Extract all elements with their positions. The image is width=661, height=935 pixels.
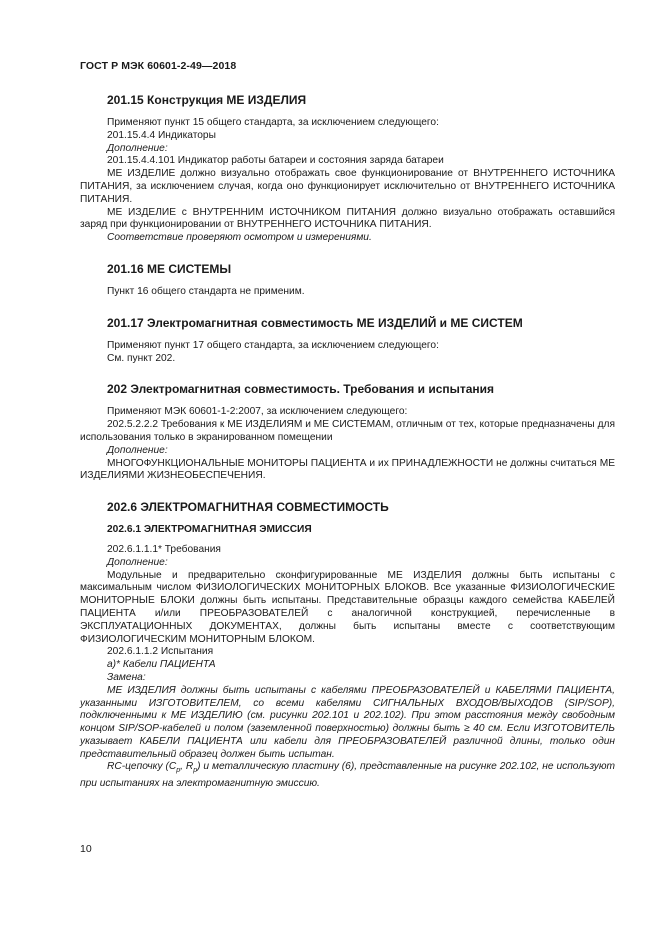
paragraph: 202.6.1.1.2 Испытания (107, 646, 214, 658)
text-run: , R (180, 761, 194, 773)
section-202-6 (80, 500, 615, 791)
paragraph: Замена: (107, 671, 146, 683)
paragraph: Дополнение: (107, 142, 168, 154)
section-title: 202.6 ЭЛЕКТРОМАГНИТНАЯ СОВМЕСТИМОСТЬ (107, 500, 389, 515)
paragraph: Модульные и предварительно сконфигурированные МЕ ИЗДЕЛИЯ должны быть испытаны с максимальным числом ФИЗИОЛОГИЧЕСКИХ МОНИТОРНЫХ БЛОКОВ. Все указанные ФИЗИОЛОГИЧЕСКИЕ МОНИТОРНЫЕ БЛОКИ должны быть испытаны. Представительные образцы каждого семейства КАБЕЛЕЙ ПАЦИЕНТА и/или ПРЕОБРАЗОВАТЕЛЕЙ с аналогичной конструкцией, перечисленные в ЭКСПЛУАТАЦИОННЫХ ДОКУМЕНТАХ, должны быть испытаны вместе с соответствующим ФИЗИОЛОГИЧЕСКИМ МОНИТОРНЫМ БЛОКОМ. (80, 569, 615, 645)
section-title: 201.15 Конструкция МЕ ИЗДЕЛИЯ (107, 93, 307, 107)
paragraph: МЕ ИЗДЕЛИЕ должно визуально отображать свое функционирование от ВНУТРЕННЕГО ИСТОЧНИКА ПИТАНИЯ, за исключением случая, когда оно функционирует исключительно от ВНУТРЕННЕГО ИСТОЧНИКА ПИТАНИЯ. (80, 168, 615, 205)
paragraph: Пункт 16 общего стандарта не применим. (107, 285, 305, 297)
standard-header: ГОСТ Р МЭК 60601-2-49—2018 (80, 60, 237, 72)
paragraph: Соответствие проверяют осмотром и измерениями. (107, 232, 372, 244)
paragraph: Применяют пункт 15 общего стандарта, за исключением следующего: (107, 117, 439, 128)
paragraph: МЕ ИЗДЕЛИЯ должны быть испытаны с кабелями ПРЕОБРАЗОВАТЕЛЕЙ и КАБЕЛЯМИ ПАЦИЕНТА, указанными ИЗГОТОВИТЕЛЕМ, со всеми кабелями СИГНАЛЬНЫХ ВХОДОВ/ВЫХОДОВ (SIP/SOP), подключенными к МЕ ИЗДЕЛИЮ (см. рисунки 202.101 и 202.102). При этом расстояния между свободным концом SIP/SOP-кабелей и полом (заземленной поверхностью) должны быть ≥ 40 см. Если ИЗГОТОВИТЕЛЬ указывает КАБЕЛИ ПАЦИЕНТА или кабели для ПРЕОБРАЗОВАТЕЛЕЙ различной длины, только один представительный образец должен быть испытан. (80, 684, 615, 760)
section-title: 202 Электромагнитная совместимость. Требования и испытания (107, 382, 495, 397)
subscript: p (176, 767, 181, 775)
document-body (80, 93, 615, 791)
paragraph: МНОГОФУНКЦИОНАЛЬНЫЕ МОНИТОРЫ ПАЦИЕНТА и их ПРИНАДЛЕЖНОСТИ не должны считаться МЕ ИЗДЕЛИЯМИ ЖИЗНЕОБЕСПЕЧЕНИЯ. (80, 457, 615, 482)
paragraph: 201.15.4.4.101 Индикатор работы батареи и состояния заряда батареи (107, 155, 444, 167)
paragraph: МЕ ИЗДЕЛИЕ с ВНУТРЕННИМ ИСТОЧНИКОМ ПИТАНИЯ должно визуально отображать оставшийся заряд при функционировании от ВНУТРЕННЕГО ИСТОЧНИКА ПИТАНИЯ. (80, 206, 615, 231)
section-title: 201.17 Электромагнитная совместимость МЕ ИЗДЕЛИЙ и МЕ СИСТЕМ (107, 315, 523, 330)
text-run: ) и металлическую пластину (6), представленные на рисунке 202.102, не используют при испытаниях на электромагнитную эмиссию. (80, 761, 615, 790)
paragraph: Применяют пункт 17 общего стандарта, за исключением следующего: (107, 339, 439, 351)
section-202 (80, 382, 615, 483)
section-201-16 (80, 262, 615, 299)
paragraph: 202.6.1.1.1* Требования (107, 543, 221, 555)
subscript: p (193, 767, 198, 775)
paragraph: 201.15.4.4 Индикаторы (107, 129, 216, 141)
subsection-title: 202.6.1 ЭЛЕКТРОМАГНИТНАЯ ЭМИССИЯ (107, 524, 312, 536)
paragraph: Применяют МЭК 60601-1-2:2007, за исключением следующего: (107, 406, 408, 418)
page-number: 10 (80, 843, 92, 855)
paragraph: См. пункт 202. (107, 352, 176, 364)
paragraph (80, 761, 615, 791)
paragraph: а)* Кабели ПАЦИЕНТА (107, 659, 216, 671)
paragraph: Дополнение: (107, 444, 168, 456)
text-run: RC-цепочку (C (107, 761, 177, 773)
section-201-15 (80, 93, 615, 245)
paragraph: Дополнение: (107, 556, 168, 568)
section-title: 201.16 МЕ СИСТЕМЫ (107, 261, 232, 276)
section-201-17 (80, 316, 615, 366)
paragraph: 202.5.2.2.2 Требования к МЕ ИЗДЕЛИЯМ и МЕ СИСТЕМАМ, отличным от тех, которые предназначены для использования только в экранированном помещении (80, 419, 615, 443)
